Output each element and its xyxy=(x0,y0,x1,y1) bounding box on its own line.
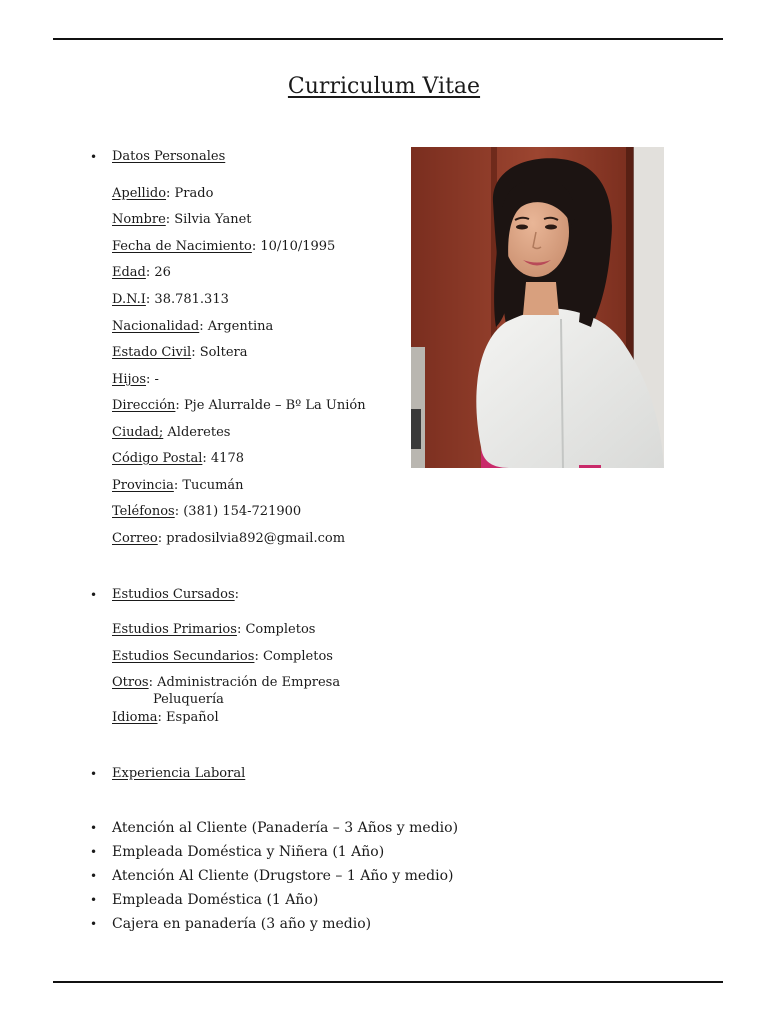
field-label: Hijos xyxy=(112,372,147,387)
field-sep: : xyxy=(254,649,263,664)
field-sep: : xyxy=(148,675,158,690)
field-sep: : xyxy=(157,531,167,546)
field-value: (381) 154-721900 xyxy=(183,504,302,519)
field-value: Español xyxy=(166,710,219,725)
bullet: • xyxy=(90,587,98,602)
field-sep: : xyxy=(174,504,184,519)
bullet: • xyxy=(90,869,98,883)
field-label: Estudios Secundarios xyxy=(112,649,255,664)
field-label: Provincia xyxy=(112,478,174,493)
field-label: Correo xyxy=(112,531,158,546)
field-value: Alderetes xyxy=(167,425,231,440)
field-label: Código Postal xyxy=(112,451,203,466)
field-provincia xyxy=(112,478,244,493)
field-label: Otros xyxy=(112,675,149,690)
section-heading-suffix: : xyxy=(234,587,240,602)
field-otros-continuation: Peluquería xyxy=(153,692,224,707)
field-value: - xyxy=(154,372,159,387)
bullet: • xyxy=(90,893,98,907)
bullet: • xyxy=(90,149,98,164)
field-estudios-primarios xyxy=(112,622,315,637)
field-value: 4178 xyxy=(210,451,244,466)
list-item xyxy=(90,868,453,884)
section-heading-studies xyxy=(90,587,239,602)
field-value: Tucumán xyxy=(182,478,244,493)
section-heading-label: Datos Personales xyxy=(112,149,226,164)
field-label: Nombre xyxy=(112,212,166,227)
section-heading-label: Estudios Cursados xyxy=(112,587,235,602)
field-sep: : xyxy=(251,239,261,254)
field-value: 26 xyxy=(154,265,171,280)
field-label: D.N.I xyxy=(112,292,146,307)
field-sep: : xyxy=(157,710,167,725)
field-sep: : xyxy=(165,212,175,227)
list-item-text: Empleada Doméstica y Niñera (1 Año) xyxy=(112,844,385,860)
field-estudios-secundarios xyxy=(112,649,333,664)
bottom-rule xyxy=(53,981,723,983)
list-item-text: Atención Al Cliente (Drugstore – 1 Año y medio) xyxy=(112,868,454,884)
field-label: Edad xyxy=(112,265,146,280)
field-label: Dirección xyxy=(112,398,176,413)
field-value: 10/10/1995 xyxy=(260,239,336,254)
field-estado-civil xyxy=(112,345,247,360)
field-value: Silvia Yanet xyxy=(174,212,252,227)
field-value: Completos xyxy=(245,622,316,637)
field-sep: : xyxy=(175,398,184,413)
list-item xyxy=(90,892,318,908)
field-idioma xyxy=(112,710,219,725)
field-fecha-nacimiento xyxy=(112,239,335,254)
top-rule xyxy=(53,38,723,40)
field-label: Fecha de Nacimiento xyxy=(112,239,252,254)
field-value: Administración de Empresa xyxy=(157,675,341,690)
field-sep: : xyxy=(146,372,155,387)
field-codigo-postal xyxy=(112,451,244,466)
bullet: • xyxy=(90,917,98,931)
list-item-text: Empleada Doméstica (1 Año) xyxy=(112,892,319,908)
bullet: • xyxy=(90,821,98,835)
section-heading-personal xyxy=(90,149,225,164)
field-label: Estado Civil xyxy=(112,345,192,360)
field-nacionalidad xyxy=(112,319,273,334)
field-value: Argentina xyxy=(207,319,274,334)
section-heading-label: Experiencia Laboral xyxy=(112,766,246,781)
field-dni xyxy=(112,292,229,307)
field-correo xyxy=(112,531,345,546)
field-sep: : xyxy=(145,265,155,280)
field-label: Apellido xyxy=(112,186,167,201)
list-item xyxy=(90,916,371,932)
field-label: Estudios Primarios xyxy=(112,622,237,637)
page-title: Curriculum Vitae xyxy=(287,74,481,99)
field-sep: : xyxy=(199,319,208,334)
field-value: Soltera xyxy=(199,345,248,360)
field-sep: : xyxy=(145,292,155,307)
profile-photo xyxy=(411,147,664,468)
field-value: Prado xyxy=(174,186,214,201)
section-heading-experience xyxy=(90,766,245,781)
field-sep: : xyxy=(236,622,246,637)
list-item-text: Cajera en panadería (3 año y medio) xyxy=(112,916,372,932)
profile-photo-illustration xyxy=(411,147,664,468)
field-ciudad xyxy=(112,425,230,440)
field-value: Pje Alurralde – Bº La Unión xyxy=(183,398,366,413)
field-label: Ciudad; xyxy=(112,425,164,440)
field-otros xyxy=(112,675,340,690)
list-item xyxy=(90,844,384,860)
field-label: Idioma xyxy=(112,710,158,725)
field-hijos xyxy=(112,372,159,387)
field-telefonos xyxy=(112,504,301,519)
field-value: pradosilvia892@gmail.com xyxy=(166,531,346,546)
bullet: • xyxy=(90,845,98,859)
field-sep: : xyxy=(173,478,183,493)
field-label: Nacionalidad xyxy=(112,319,200,334)
field-apellido xyxy=(112,186,213,201)
field-label: Teléfonos xyxy=(112,504,175,519)
field-sep: : xyxy=(191,345,200,360)
bullet: • xyxy=(90,766,98,781)
field-sep: : xyxy=(202,451,211,466)
field-direccion xyxy=(112,398,366,413)
field-sep: : xyxy=(166,186,175,201)
field-nombre xyxy=(112,212,252,227)
field-value: Completos xyxy=(262,649,333,664)
list-item xyxy=(90,820,458,836)
field-value: 38.781.313 xyxy=(154,292,229,307)
list-item-text: Atención al Cliente (Panadería – 3 Años y medio) xyxy=(112,820,459,836)
field-edad xyxy=(112,265,171,280)
